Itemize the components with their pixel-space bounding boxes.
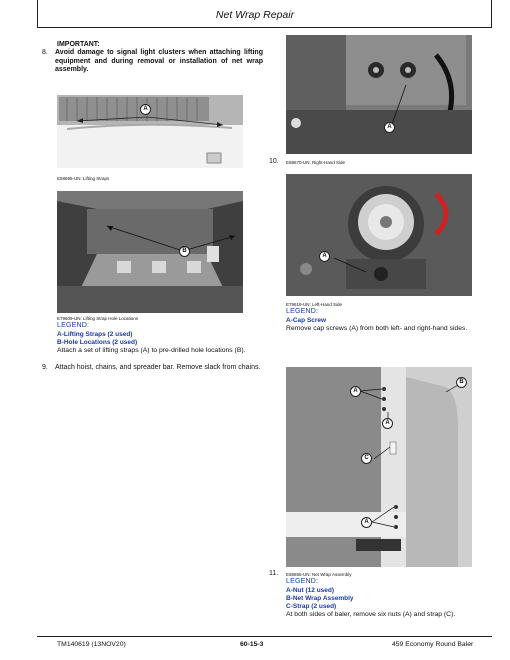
net-wrap-assembly-illustration xyxy=(286,367,472,567)
page-title: Net Wrap Repair xyxy=(215,9,295,21)
header-divider xyxy=(37,27,492,28)
legend-title: LEGEND: xyxy=(286,578,319,585)
instruction-text: Attach a set of lifting straps (A) to pre-drilled hole locations (B). xyxy=(57,347,246,354)
figure-caption: E79609-UN: Lifting Strap Hole Locations xyxy=(57,316,139,321)
callout-b: B xyxy=(179,246,190,257)
instruction-text: Remove cap screws (A) from both left- and right-hand sides. xyxy=(286,325,468,332)
right-hand-side-photo xyxy=(286,35,472,154)
callout-b: B xyxy=(456,377,467,388)
left-hand-side-illustration xyxy=(286,174,472,296)
right-hand-side-illustration xyxy=(286,35,472,154)
net-wrap-assembly-photo xyxy=(286,367,472,567)
callout-a: A xyxy=(350,386,361,397)
figure-caption: E58670-UN: Right-Hand Side xyxy=(286,160,346,165)
footer-divider xyxy=(37,636,492,637)
legend-item: B-Net Wrap Assembly xyxy=(286,595,354,602)
hole-locations-photo xyxy=(57,191,243,313)
callout-a: A xyxy=(361,517,372,528)
step-text: Avoid damage to signal light clusters when attaching lifting equipment and during removal or installation of net wrap assembly. xyxy=(55,49,263,73)
callout-a: A xyxy=(384,122,395,133)
important-label: IMPORTANT: xyxy=(57,41,100,48)
step-number: 11. xyxy=(269,570,279,577)
lifting-straps-photo xyxy=(57,95,243,168)
legend-title: LEGEND: xyxy=(286,308,319,315)
figure-caption: E58695-UN: Lifting Straps xyxy=(57,176,110,181)
legend-item: A-Cap Screw xyxy=(286,317,327,324)
step-9 xyxy=(42,364,264,384)
legend-item: A-Nut (12 used) xyxy=(286,587,335,594)
step-number: 8. xyxy=(42,49,48,56)
figure-caption: E79619-UN: Left-Hand Side xyxy=(286,302,343,307)
legend-item: A-Lifting Straps (2 used) xyxy=(57,331,133,338)
legend-item: C-Strap (2 used) xyxy=(286,603,337,610)
legend-item: B-Hole Locations (2 used) xyxy=(57,339,138,346)
hole-locations-illustration xyxy=(57,191,243,313)
step-8 xyxy=(42,49,264,79)
footer-doc-id: TM140619 (13NOV20) xyxy=(57,641,126,648)
callout-a: A xyxy=(319,251,330,262)
step-number: 10. xyxy=(269,158,279,165)
left-hand-side-photo xyxy=(286,174,472,296)
callout-c: C xyxy=(361,453,372,464)
figure-caption: E58655-UN: Net Wrap Assembly xyxy=(286,572,352,577)
instruction-text: At both sides of baler, remove six nuts (A) and strap (C). xyxy=(286,611,456,618)
footer-product-name: 459 Economy Round Baler xyxy=(392,641,474,648)
callout-a: A xyxy=(140,104,151,115)
callout-a: A xyxy=(382,418,393,429)
legend-title: LEGEND: xyxy=(57,322,90,329)
step-number: 9. xyxy=(42,364,48,371)
footer-page-number: 60-15-3 xyxy=(240,641,264,648)
step-text: Attach hoist, chains, and spreader bar. Remove slack from chains. xyxy=(55,364,261,371)
